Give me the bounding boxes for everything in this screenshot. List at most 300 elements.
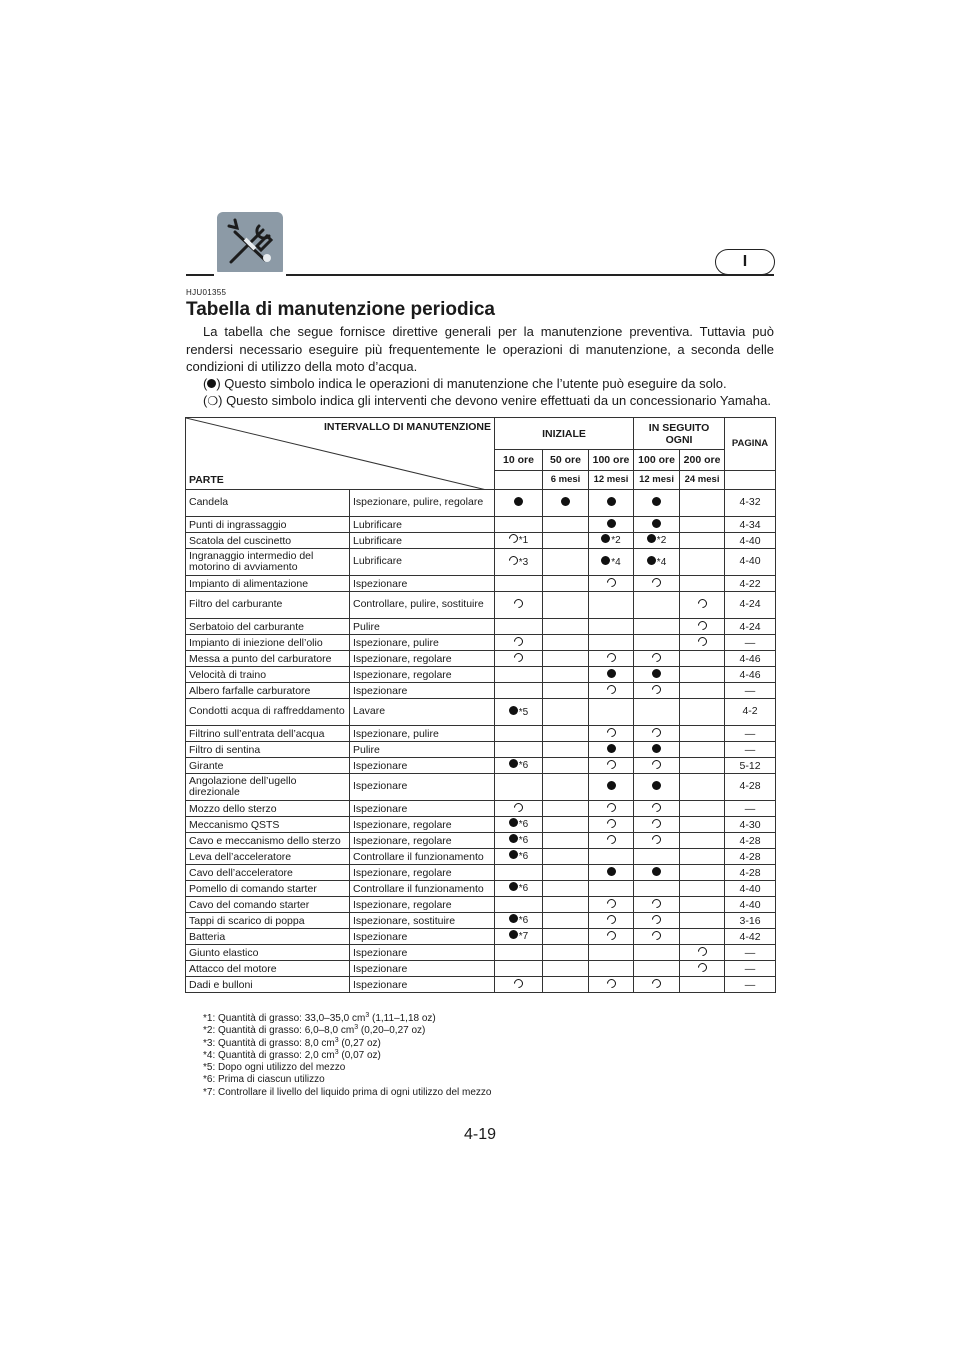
header-page: PAGINA [725,418,776,471]
open-circle-icon: ❍ [207,394,219,408]
open-circle-icon [696,945,709,958]
filled-circle-icon [601,556,610,565]
interval-cell [680,817,725,833]
table-row [186,977,776,993]
page-ref-cell: 4-46 [725,651,776,667]
interval-cell [543,929,589,945]
interval-cell [680,517,725,533]
interval-cell [634,961,680,977]
page-ref-cell: 4-28 [725,774,776,801]
interval-cell [634,833,680,849]
table-row [186,726,776,742]
filled-circle-icon [652,867,661,876]
interval-cell [680,833,725,849]
part-cell: Pomello di comando starter [186,881,350,897]
header-diagonal-cell: INTERVALLO DI MANUTENZIONE PARTE [186,418,495,490]
header-hours: 50 ore [543,450,589,471]
interval-cell [634,517,680,533]
interval-cell [634,913,680,929]
legend-open: (❍) Questo simbolo indica gli interventi che devono venire effettuati da un concessionario Yamaha. [203,393,771,408]
interval-cell [634,849,680,865]
interval-cell [495,961,543,977]
action-cell: Ispezionare [350,961,495,977]
open-circle-icon [696,961,709,974]
table-row [186,533,776,549]
part-cell: Angolazione dell’ugello direzionale [186,774,350,801]
interval-cell [589,865,634,881]
action-cell: Pulire [350,742,495,758]
action-cell: Lubrificare [350,549,495,576]
part-cell: Scatola del cuscinetto [186,533,350,549]
maintenance-table [185,417,775,1004]
open-circle-icon [696,619,709,632]
filled-circle-icon [207,379,216,388]
interval-cell [634,929,680,945]
header-then-every: IN SEGUITO OGNI [634,418,725,450]
open-circle-icon [512,597,525,610]
footnote-ref: *6 [518,835,529,846]
interval-cell [634,881,680,897]
page-ref-cell: 4-46 [725,667,776,683]
page-ref-cell: 4-40 [725,533,776,549]
footnote: *7: Controllare il livello del liquido prima di ogni utilizzo del mezzo [203,1086,492,1098]
interval-cell [680,635,725,651]
table-row [186,801,776,817]
interval-cell [543,635,589,651]
interval-cell [589,945,634,961]
action-cell: Ispezionare [350,576,495,592]
part-cell: Meccanismo QSTS [186,817,350,833]
interval-cell [634,774,680,801]
part-cell: Attacco del motore [186,961,350,977]
open-circle-icon [650,897,663,910]
open-circle-icon [605,683,618,696]
interval-cell [495,742,543,758]
page-ref-cell: — [725,977,776,993]
interval-cell [495,849,543,865]
open-circle-icon [605,576,618,589]
table-row [186,667,776,683]
interval-cell [495,683,543,699]
page-ref-cell: 4-2 [725,699,776,726]
interval-cell [543,881,589,897]
part-cell: Cavo e meccanismo dello sterzo [186,833,350,849]
interval-cell [543,490,589,517]
page-ref-cell: — [725,945,776,961]
action-cell: Pulire [350,619,495,635]
interval-cell [680,549,725,576]
open-circle-icon [605,977,618,990]
open-circle-icon [605,913,618,926]
interval-cell [634,945,680,961]
part-cell: Batteria [186,929,350,945]
action-cell: Lavare [350,699,495,726]
interval-cell [680,490,725,517]
footnote-ref: *6 [518,883,529,894]
action-cell: Ispezionare, regolare [350,651,495,667]
interval-cell [495,635,543,651]
interval-cell [543,533,589,549]
open-circle-icon [605,817,618,830]
interval-cell [680,592,725,619]
open-circle-icon [605,929,618,942]
interval-cell [589,726,634,742]
interval-cell [543,897,589,913]
interval-cell [495,758,543,774]
table-row [186,817,776,833]
part-cell: Punti di ingrassaggio [186,517,350,533]
interval-cell [495,549,543,576]
open-circle-icon [650,801,663,814]
interval-cell [589,517,634,533]
table-row [186,961,776,977]
footnote-ref: *2 [656,535,667,546]
action-cell: Ispezionare, pulire [350,635,495,651]
action-cell: Ispezionare [350,929,495,945]
table-row [186,619,776,635]
filled-circle-icon [652,519,661,528]
table-row [186,549,776,576]
interval-cell [680,961,725,977]
open-circle-icon [650,651,663,664]
interval-cell [589,961,634,977]
interval-cell [680,683,725,699]
footnote: *6: Prima di ciascun utilizzo [203,1074,325,1086]
action-cell: Lubrificare [350,517,495,533]
part-cell: Girante [186,758,350,774]
interval-cell [495,592,543,619]
open-circle-icon [650,833,663,846]
interval-cell [680,651,725,667]
interval-cell [680,576,725,592]
action-cell: Ispezionare [350,801,495,817]
page-ref-cell: 4-40 [725,897,776,913]
filled-circle-icon [607,669,616,678]
page-ref-cell: 4-28 [725,865,776,881]
open-circle-icon [650,913,663,926]
action-cell: Ispezionare [350,758,495,774]
interval-cell [495,801,543,817]
interval-cell [680,774,725,801]
interval-cell [543,592,589,619]
page-ref-cell: 4-28 [725,849,776,865]
interval-cell [543,699,589,726]
interval-cell [495,945,543,961]
part-cell: Albero farfalle carburatore [186,683,350,699]
interval-cell [634,758,680,774]
interval-cell [680,667,725,683]
table-row [186,833,776,849]
interval-cell [634,592,680,619]
interval-cell [543,913,589,929]
action-cell: Controllare il funzionamento [350,849,495,865]
header-hours: 10 ore [495,450,543,471]
filled-circle-icon [647,556,656,565]
footnote-ref: *4 [656,556,667,568]
action-cell: Controllare, pulire, sostituire [350,592,495,619]
interval-cell [634,977,680,993]
interval-cell [495,913,543,929]
interval-cell [589,576,634,592]
open-circle-icon [605,726,618,739]
interval-cell [543,726,589,742]
open-circle-icon [512,977,525,990]
action-cell: Controllare il funzionamento [350,881,495,897]
footnote: *1: Quantità di grasso: 33,0–35,0 $cm^3$ (1,11–1,18 oz) [203,1012,436,1024]
table-row [186,849,776,865]
interval-cell [495,897,543,913]
page-ref-cell: 3-16 [725,913,776,929]
open-circle-icon [696,597,709,610]
filled-circle-icon [509,759,518,768]
header-months: 24 mesi [680,471,725,490]
table-row [186,490,776,517]
filled-circle-icon [607,781,616,790]
interval-cell [495,881,543,897]
part-cell: Mozzo dello sterzo [186,801,350,817]
interval-cell [634,576,680,592]
interval-cell [495,517,543,533]
action-cell: Ispezionare, pulire [350,726,495,742]
interval-cell [543,961,589,977]
interval-cell [543,517,589,533]
action-cell: Ispezionare [350,945,495,961]
table-row [186,576,776,592]
filled-circle-icon [509,706,518,715]
filled-circle-icon [647,534,656,543]
interval-cell [543,758,589,774]
table-body [186,490,776,993]
interval-cell [589,833,634,849]
part-cell: Leva dell’acceleratore [186,849,350,865]
open-circle-icon [512,801,525,814]
table-row [186,897,776,913]
interval-cell [680,533,725,549]
part-cell: Filtro di sentina [186,742,350,758]
filled-circle-icon [652,669,661,678]
footnote-ref: *7 [518,931,529,942]
interval-cell [495,774,543,801]
interval-cell [543,619,589,635]
header-months: 12 mesi [589,471,634,490]
filled-circle-icon [561,497,570,506]
open-circle-icon [512,651,525,664]
interval-cell [589,533,634,549]
action-cell: Ispezionare, pulire, regolare [350,490,495,517]
interval-cell [634,726,680,742]
filled-circle-icon [652,781,661,790]
interval-cell [543,833,589,849]
interval-cell [495,833,543,849]
interval-cell [495,667,543,683]
interval-cell [589,913,634,929]
interval-cell [589,977,634,993]
interval-cell [543,801,589,817]
open-circle-icon [507,554,520,567]
interval-cell [495,576,543,592]
header-months: 12 mesi [634,471,680,490]
interval-cell [589,699,634,726]
open-circle-icon [650,576,663,589]
open-circle-icon [605,651,618,664]
footnote: *3: Quantità di grasso: 8,0 $cm^3$ (0,27 oz) [203,1036,381,1049]
interval-cell [634,865,680,881]
interval-cell [495,651,543,667]
footnote-ref: *2 [611,535,621,546]
open-circle-icon [696,635,709,648]
language-badge: I [715,249,775,275]
interval-cell [634,801,680,817]
table-row [186,945,776,961]
footnote: *4: Quantità di grasso: 2,0 $cm^3$ (0,07 oz) [203,1048,381,1061]
table-row [186,758,776,774]
filled-circle-icon [509,818,518,827]
page-ref-cell: 4-28 [725,833,776,849]
filled-circle-icon [514,497,523,506]
footnote-ref: *5 [518,706,529,718]
interval-cell [680,913,725,929]
interval-cell [543,667,589,683]
intro-paragraph: La tabella che segue fornisce direttive generali per la manutenzione preventiva. Tuttavia può rendersi necessario eseguire più frequentemente le operazioni di manutenzione, a seconda delle condizioni di utilizzo della moto d’acqua. [186,324,774,374]
interval-cell [634,699,680,726]
interval-cell [589,881,634,897]
table-row [186,683,776,699]
interval-cell [543,817,589,833]
footnote: *5: Dopo ogni utilizzo del mezzo [203,1062,346,1074]
page-ref-cell: — [725,683,776,699]
open-circle-icon [605,801,618,814]
interval-cell [680,977,725,993]
interval-cell [680,881,725,897]
interval-cell [543,945,589,961]
part-cell: Cavo del comando starter [186,897,350,913]
interval-cell [589,490,634,517]
page-ref-cell: — [725,801,776,817]
footnote-ref: *1 [518,535,529,546]
action-cell: Lubrificare [350,533,495,549]
interval-cell [634,683,680,699]
page-title: Tabella di manutenzione periodica [186,299,495,320]
interval-cell [680,619,725,635]
interval-cell [543,742,589,758]
footnote-ref: *3 [518,556,529,568]
open-circle-icon [605,897,618,910]
action-cell: Ispezionare [350,774,495,801]
part-cell: Condotti acqua di raffreddamento [186,699,350,726]
part-cell: Velocità di traino [186,667,350,683]
open-circle-icon [650,683,663,696]
interval-cell [495,929,543,945]
interval-cell [589,758,634,774]
table-row [186,635,776,651]
interval-cell [543,651,589,667]
table-row [186,774,776,801]
part-cell: Filtrino sull’entrata dell’acqua [186,726,350,742]
interval-cell [589,817,634,833]
filled-circle-icon [607,867,616,876]
page-ref-cell: 4-24 [725,619,776,635]
open-circle-icon [650,758,663,771]
filled-circle-icon [509,834,518,843]
interval-cell [634,490,680,517]
interval-cell [495,490,543,517]
header-hours: 200 ore [680,450,725,471]
interval-cell [543,683,589,699]
filled-circle-icon [607,519,616,528]
action-cell: Ispezionare, regolare [350,865,495,881]
part-cell: Impianto di iniezione dell’olio [186,635,350,651]
part-cell: Ingranaggio intermedio del motorino di avviamento [186,549,350,576]
filled-circle-icon [607,744,616,753]
table-row [186,651,776,667]
filled-circle-icon [601,534,610,543]
interval-cell [495,977,543,993]
interval-cell [634,897,680,913]
filled-circle-icon [509,882,518,891]
interval-cell [680,849,725,865]
page-ref-cell: — [725,635,776,651]
open-circle-icon [650,977,663,990]
part-cell: Impianto di alimentazione [186,576,350,592]
interval-cell [495,619,543,635]
footnote-ref: *6 [518,760,529,771]
page-ref-cell: 4-40 [725,881,776,897]
interval-cell [589,635,634,651]
table-row [186,742,776,758]
table-row [186,592,776,619]
part-cell: Filtro del carburante [186,592,350,619]
action-cell: Ispezionare, sostituire [350,913,495,929]
filled-circle-icon [509,914,518,923]
interval-cell [589,742,634,758]
page-ref-cell: 5-12 [725,758,776,774]
table-row [186,517,776,533]
interval-cell [680,801,725,817]
interval-cell [634,635,680,651]
page-ref-cell: — [725,726,776,742]
interval-cell [589,619,634,635]
page-ref-cell: — [725,742,776,758]
header-initial: INIZIALE [495,418,634,450]
page-ref-cell: 4-24 [725,592,776,619]
page-ref-cell: 4-42 [725,929,776,945]
part-cell: Messa a punto del carburatore [186,651,350,667]
filled-circle-icon [509,930,518,939]
interval-cell [495,817,543,833]
filled-circle-icon [607,497,616,506]
interval-cell [495,865,543,881]
page-ref-cell: 4-34 [725,517,776,533]
document-code: HJU01355 [186,288,227,297]
interval-cell [634,817,680,833]
part-cell: Candela [186,490,350,517]
footnote-ref: *6 [518,915,529,926]
open-circle-icon [605,833,618,846]
interval-cell [589,897,634,913]
table-row [186,699,776,726]
interval-cell [589,929,634,945]
page-ref-cell: — [725,961,776,977]
interval-cell [495,699,543,726]
footnote-ref: *4 [611,556,621,568]
table-row [186,865,776,881]
action-cell: Ispezionare, regolare [350,667,495,683]
legend-full: ( ) Questo simbolo indica le operazioni di manutenzione che l’utente può eseguire da solo. [203,376,727,391]
filled-circle-icon [652,744,661,753]
interval-cell [495,726,543,742]
interval-cell [543,576,589,592]
interval-cell [634,651,680,667]
